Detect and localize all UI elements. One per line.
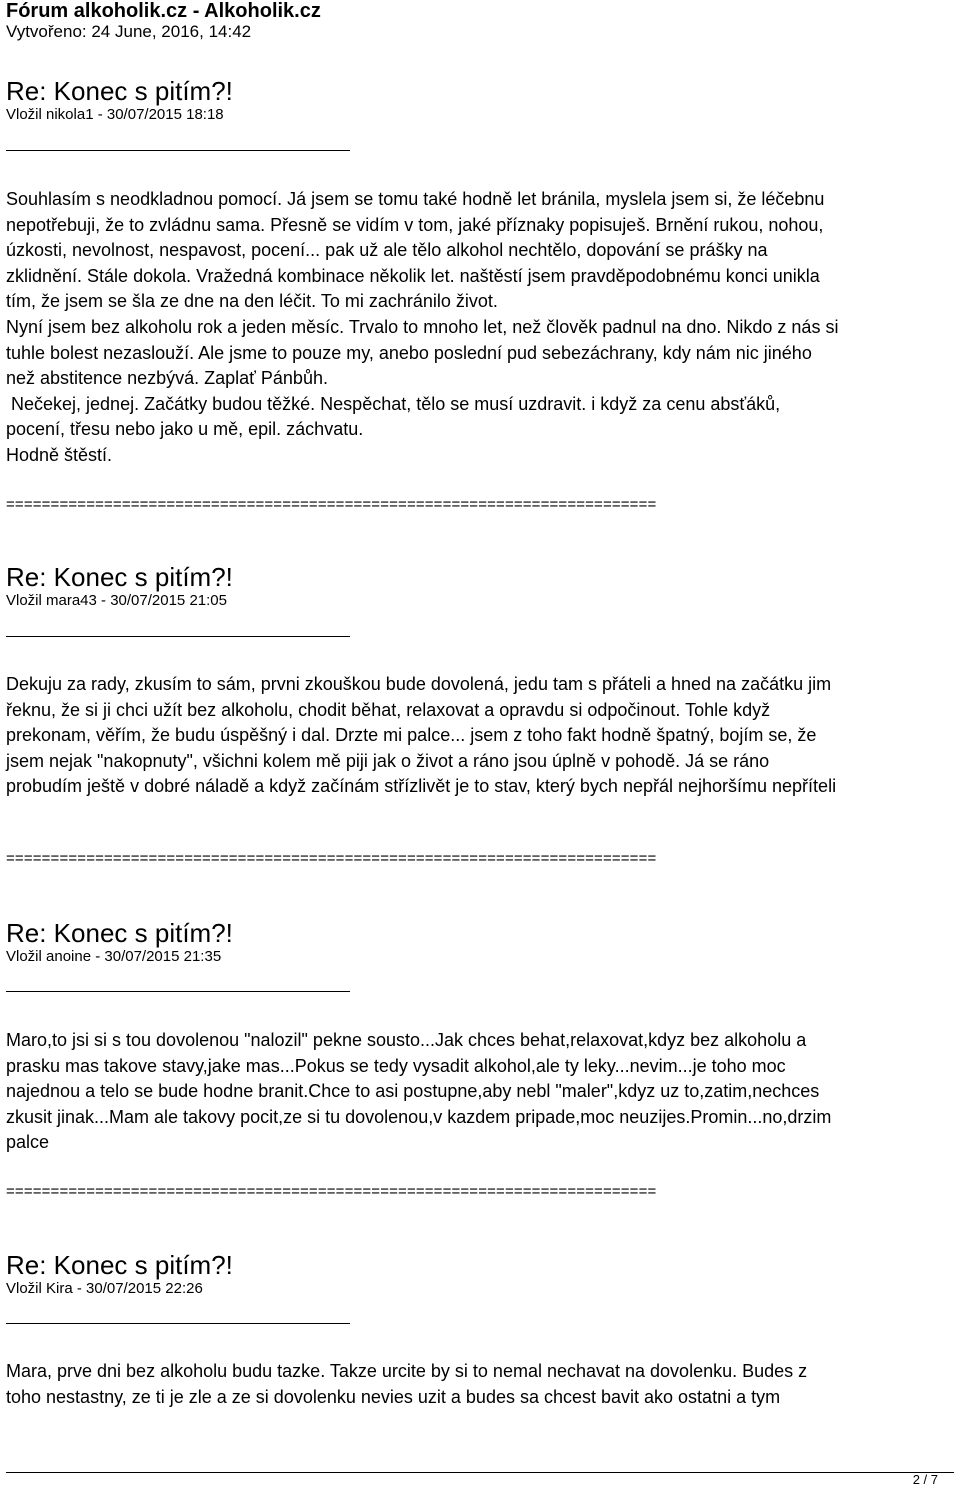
- post-author-date: Vložil Kira - 30/07/2015 22:26: [6, 1280, 203, 1297]
- post-line: pocení, třesu nebo jako u mě, epil. záchvatu.: [6, 419, 364, 440]
- post-line: tím, že jsem se šla ze dne na den léčit. To mi zachránilo život.: [6, 291, 498, 312]
- post-line: než abstitence nezbývá. Zaplať Pánbůh.: [6, 368, 328, 389]
- post-line: zklidnění. Stále dokola. Vražedná kombinace několik let. naštěstí jsem pravděpodobnému konci unikla: [6, 265, 820, 286]
- post-divider: [6, 636, 350, 637]
- post-line: úzkosti, nevolnost, nespavost, pocení... pak už ale tělo alkohol nechtělo, dopování se prášky na: [6, 240, 768, 261]
- post-title: Re: Konec s pitím?!: [6, 562, 233, 592]
- post-divider: [6, 991, 350, 992]
- post-title: Re: Konec s pitím?!: [6, 1250, 233, 1280]
- post-line: probudím ještě v dobré náladě a když začínám střízlivět je to stav, který bych nepřál nejhoršímu nepříteli: [6, 776, 837, 797]
- post-title: Re: Konec s pitím?!: [6, 918, 233, 948]
- post-line: najednou a telo se bude hodne branit.Chce to asi postupne,aby nebl "maler",kdyz uz to,zatim,nechces: [6, 1081, 820, 1102]
- post-divider: [6, 150, 350, 151]
- post-author-date: Vložil nikola1 - 30/07/2015 18:18: [6, 106, 224, 123]
- post-separator: =========================================================================: [6, 1183, 657, 1200]
- post-line: nepotřebuji, že to zvládnu sama. Přesně se vidím v tom, jaké příznaky popisuješ. Brnění rukou, nohou,: [6, 214, 824, 235]
- post-line: toho nestastny, ze ti je zle a ze si dovolenku nevies uzit a budes sa chcest bavit ako ostatni a tym: [6, 1386, 781, 1407]
- created-date: Vytvořeno: 24 June, 2016, 14:42: [6, 22, 252, 41]
- post-author-date: Vložil anoine - 30/07/2015 21:35: [6, 948, 222, 965]
- footer-divider: [6, 1472, 954, 1473]
- post-divider: [6, 1323, 350, 1324]
- post-line: Maro,to jsi si s tou dovolenou "nalozil" pekne sousto...Jak chces behat,relaxovat,kdyz bez alkoholu a: [6, 1030, 807, 1050]
- post-line: Dekuju za rady, zkusím to sám, prvni zkouškou bude dovolená, jedu tam s přáteli a hned na začátku jim: [6, 674, 832, 694]
- post-body: [6, 187, 956, 469]
- page-number: 2 / 7: [912, 1472, 938, 1487]
- post-line: Nečekej, jednej. Začátky budou těžké. Nespěchat, tělo se musí uzdravit. i když za cenu absťáků,: [6, 393, 781, 414]
- post-line: zkusit jinak...Mam ale takovy pocit,ze si tu dovolenou,v kazdem pripade,moc neuzijes.Promin...no,drzim: [6, 1106, 832, 1127]
- post-line: řeknu, že si ji chci užít bez alkoholu, chodit běhat, relaxovat a opravdu si odpočinout. Tohle když: [6, 699, 771, 720]
- post-line: tuhle bolest nezaslouží. Ale jsme to pouze my, anebo poslední pud sebezáchrany, kdy nám nic jiného: [6, 342, 812, 363]
- post-line: Hodně štěstí.: [6, 444, 113, 465]
- post-line: jsem nejak "nakopnuty", všichni kolem mě piji jak o život a ráno jsou úplně v pohodě. Já se ráno: [6, 750, 770, 771]
- post-body: [6, 1359, 956, 1410]
- forum-title: Fórum alkoholik.cz - Alkoholik.cz: [6, 0, 321, 22]
- post-author-date: Vložil mara43 - 30/07/2015 21:05: [6, 592, 227, 609]
- post-separator: =========================================================================: [6, 850, 657, 867]
- post-line: palce: [6, 1132, 50, 1153]
- post-body: [6, 1028, 956, 1156]
- post-line: Souhlasím s neodkladnou pomocí. Já jsem se tomu také hodně let bránila, myslela jsem si, že léčebnu: [6, 189, 825, 209]
- post-line: Mara, prve dni bez alkoholu budu tazke. Takze urcite by si to nemal nechavat na dovolenku. Budes z: [6, 1361, 808, 1381]
- post-separator: =========================================================================: [6, 496, 657, 513]
- post-body: [6, 672, 956, 800]
- post-line: prasku mas takove stavy,jake mas...Pokus se tedy vysadit alkohol,ale ty leky...nevim...je toho moc: [6, 1055, 786, 1076]
- post-title: Re: Konec s pitím?!: [6, 76, 233, 106]
- post-line: Nyní jsem bez alkoholu rok a jeden měsíc. Trvalo to mnoho let, než člověk padnul na dno. Nikdo z nás si: [6, 316, 839, 337]
- post-line: prekonam, věřím, že budu úspěšný i dal. Drzte mi palce... jsem z toho fakt hodně špatný, bojím se, že: [6, 725, 817, 746]
